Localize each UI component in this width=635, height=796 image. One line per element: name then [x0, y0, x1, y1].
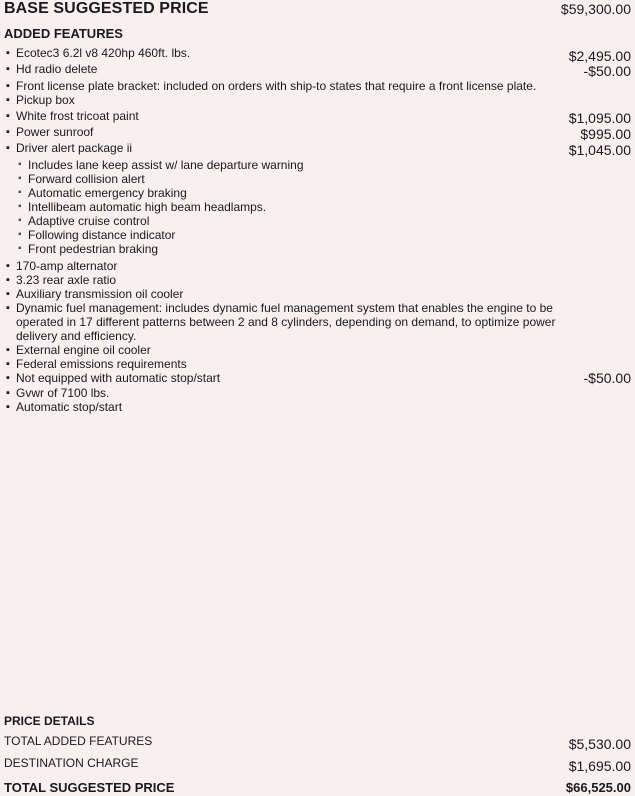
added-features-list — [0, 44, 635, 414]
price-details-title: PRICE DETAILS — [4, 714, 95, 728]
base-price-label: BASE SUGGESTED PRICE — [4, 0, 209, 17]
total-suggested-price-row — [4, 778, 631, 796]
feature-label: 3.23 rear axle ratio — [16, 273, 117, 287]
feature-label: White frost tricoat paint — [16, 109, 139, 123]
feature-item — [0, 62, 635, 79]
bullet-icon: ▪ — [6, 63, 10, 75]
feature-item — [0, 343, 635, 357]
feature-item — [0, 79, 635, 93]
bullet-icon: ▪ — [6, 401, 10, 413]
feature-label: Driver alert package ii — [16, 141, 133, 155]
feature-item — [0, 371, 635, 385]
added-features-title: ADDED FEATURES — [4, 26, 123, 41]
bullet-icon: ▪ — [18, 201, 22, 212]
bullet-icon: ▪ — [6, 302, 10, 314]
total-added-features-value: $5,530.00 — [568, 736, 631, 752]
destination-charge-value: $1,695.00 — [568, 758, 631, 774]
feature-label: Federal emissions requirements — [16, 357, 187, 371]
bullet-icon: ▪ — [6, 110, 10, 122]
feature-label: Front license plate bracket: included on orders with ship-to states that require a front license plate. — [16, 79, 537, 93]
feature-item — [0, 93, 635, 107]
subitem — [0, 228, 635, 242]
bullet-icon: ▪ — [6, 142, 10, 154]
feature-item — [0, 400, 635, 414]
bullet-icon: ▪ — [6, 344, 10, 356]
subitem-label: Includes lane keep assist w/ lane departure warning — [28, 158, 304, 172]
total-added-features-row — [4, 728, 631, 750]
feature-label: Auxiliary transmission oil cooler — [16, 287, 184, 301]
subitem — [0, 200, 635, 214]
feature-label: Power sunroof — [16, 125, 94, 139]
feature-label: External engine oil cooler — [16, 343, 151, 357]
bullet-icon: ▪ — [18, 187, 22, 198]
feature-price: $1,095.00 — [568, 110, 631, 126]
feature-label: Pickup box — [16, 93, 75, 107]
feature-label: Ecotec3 6.2l v8 420hp 460ft. lbs. — [16, 46, 191, 60]
feature-price: $995.00 — [580, 126, 631, 142]
subitem — [0, 242, 635, 256]
bullet-icon: ▪ — [6, 372, 10, 384]
feature-label: 170-amp alternator — [16, 259, 118, 273]
feature-item — [0, 259, 635, 273]
total-suggested-price-label: TOTAL SUGGESTED PRICE — [4, 780, 175, 795]
destination-charge-row — [4, 750, 631, 772]
feature-item — [0, 386, 635, 400]
subitem-label: Following distance indicator — [28, 228, 176, 242]
bullet-icon: ▪ — [6, 80, 10, 92]
base-price-row — [4, 0, 631, 18]
destination-charge-label: DESTINATION CHARGE — [4, 756, 139, 770]
total-suggested-price-value: $66,525.00 — [565, 780, 631, 795]
feature-price: -$50.00 — [583, 370, 631, 386]
feature-price: -$50.00 — [583, 63, 631, 79]
feature-item — [0, 357, 635, 371]
price-details — [4, 714, 631, 772]
subitem — [0, 214, 635, 228]
feature-item — [0, 141, 635, 158]
subitem — [0, 158, 635, 172]
bullet-icon: ▪ — [6, 260, 10, 272]
driver-alert-subitems — [0, 158, 635, 256]
base-price-value: $59,300.00 — [560, 1, 631, 17]
bullet-icon: ▪ — [18, 173, 22, 184]
subitem-label: Front pedestrian braking — [28, 242, 159, 256]
bullet-icon: ▪ — [18, 215, 22, 226]
feature-label: Dynamic fuel management: includes dynamic fuel management system that enables the engine to be operated in 17 different patterns between 2 and 8 cylinders, depending on demand, to optimize power delivery and efficiency. — [16, 301, 556, 343]
feature-item — [0, 273, 635, 287]
feature-price: $1,045.00 — [568, 142, 631, 158]
bullet-icon: ▪ — [6, 47, 10, 59]
bullet-icon: ▪ — [6, 126, 10, 138]
feature-item — [0, 287, 635, 301]
bullet-icon: ▪ — [6, 358, 10, 370]
feature-item — [0, 301, 635, 343]
feature-label: Gvwr of 7100 lbs. — [16, 386, 110, 400]
feature-item — [0, 46, 635, 64]
subitem-label: Intellibeam automatic high beam headlamps. — [28, 200, 267, 214]
feature-label: Not equipped with automatic stop/start — [16, 371, 221, 385]
bullet-icon: ▪ — [18, 229, 22, 240]
bullet-icon: ▪ — [18, 159, 22, 170]
bullet-icon: ▪ — [6, 94, 10, 106]
bullet-icon: ▪ — [6, 387, 10, 399]
total-added-features-label: TOTAL ADDED FEATURES — [4, 734, 153, 748]
feature-label: Hd radio delete — [16, 62, 98, 76]
subitem-label: Automatic emergency braking — [28, 186, 187, 200]
feature-item — [0, 125, 635, 142]
subitem — [0, 186, 635, 200]
bullet-icon: ▪ — [6, 274, 10, 286]
subitem-label: Adaptive cruise control — [28, 214, 150, 228]
feature-label: Automatic stop/start — [16, 400, 123, 414]
feature-price: $2,495.00 — [568, 48, 631, 64]
bullet-icon: ▪ — [6, 288, 10, 300]
subitem-label: Forward collision alert — [28, 172, 145, 186]
subitem — [0, 172, 635, 186]
bullet-icon: ▪ — [18, 243, 22, 254]
feature-item — [0, 109, 635, 126]
